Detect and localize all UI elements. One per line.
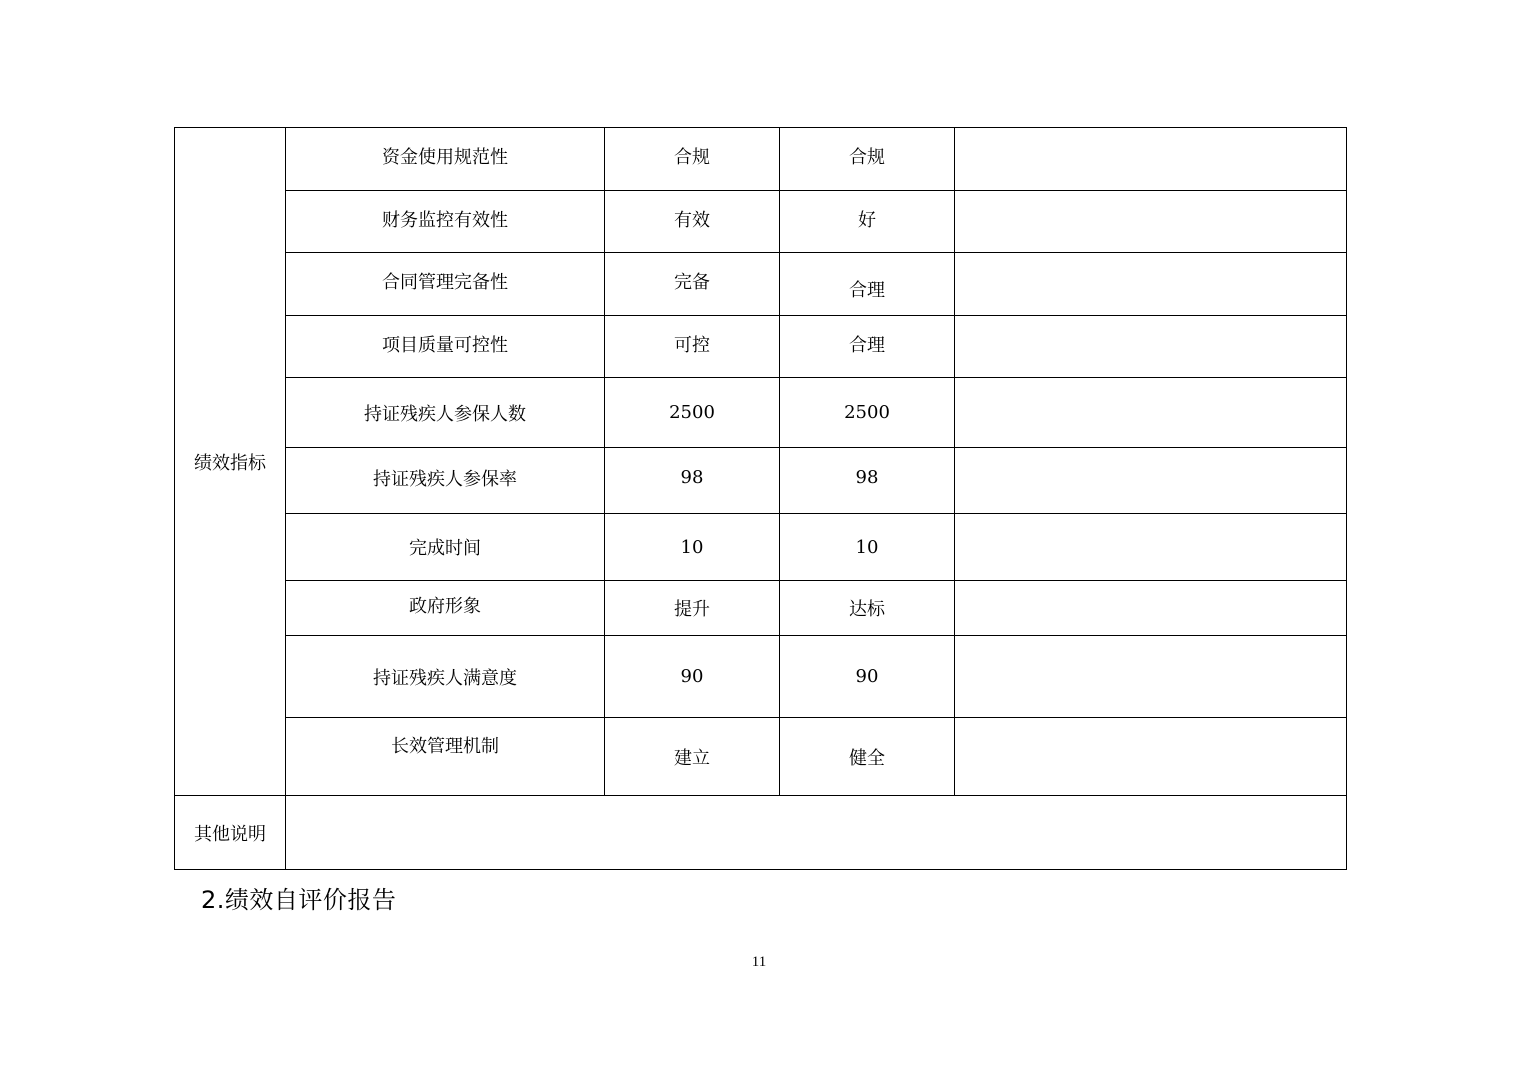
table-row: [175, 191, 1347, 253]
other-notes-label-cell: [175, 796, 286, 870]
performance-indicator-table: [174, 127, 1347, 870]
indicator-cell: 完成时间: [286, 514, 605, 581]
category-cell: [175, 128, 286, 796]
table-row: [175, 581, 1347, 636]
table-row: [175, 448, 1347, 514]
actual-value-cell: 合理: [780, 316, 955, 378]
category-label: 绩效指标: [194, 452, 266, 474]
actual-value-cell: 好: [780, 191, 955, 253]
actual-value-cell: 10: [780, 514, 955, 581]
plan-value-cell: 有效: [605, 191, 780, 253]
table-row-other: [175, 796, 1347, 870]
other-notes-label: 其他说明: [194, 823, 266, 845]
note-cell: [955, 128, 1347, 191]
plan-value-cell: 98: [605, 448, 780, 514]
plan-value-cell: 提升: [605, 581, 780, 636]
indicator-cell: 合同管理完备性: [286, 253, 605, 316]
indicator-cell: 持证残疾人参保率: [286, 448, 605, 514]
note-cell: [955, 718, 1347, 796]
note-cell: [955, 191, 1347, 253]
table-row: [175, 378, 1347, 448]
actual-value-cell: 合规: [780, 128, 955, 191]
actual-value-cell: 98: [780, 448, 955, 514]
indicator-cell: 政府形象: [286, 581, 605, 636]
plan-value-cell: 90: [605, 636, 780, 718]
indicator-cell: 长效管理机制: [286, 718, 605, 796]
page-number: 11: [751, 954, 767, 970]
plan-value-cell: 10: [605, 514, 780, 581]
note-cell: [955, 253, 1347, 316]
note-cell: [955, 316, 1347, 378]
other-notes-value-cell: [286, 796, 1347, 870]
indicator-cell: 持证残疾人参保人数: [286, 378, 605, 448]
actual-value-cell: 合理: [780, 253, 955, 316]
indicator-cell: 资金使用规范性: [286, 128, 605, 191]
plan-value-cell: 2500: [605, 378, 780, 448]
note-cell: [955, 581, 1347, 636]
actual-value-cell: 2500: [780, 378, 955, 448]
indicator-cell: 持证残疾人满意度: [286, 636, 605, 718]
indicator-cell: 项目质量可控性: [286, 316, 605, 378]
note-cell: [955, 514, 1347, 581]
section-heading: 2.绩效自评价报告: [201, 886, 397, 914]
table-row: [175, 514, 1347, 581]
table-row: [175, 316, 1347, 378]
table-row: [175, 128, 1347, 191]
table-row: [175, 718, 1347, 796]
plan-value-cell: 合规: [605, 128, 780, 191]
table-row: [175, 253, 1347, 316]
note-cell: [955, 378, 1347, 448]
plan-value-cell: 完备: [605, 253, 780, 316]
actual-value-cell: 健全: [780, 718, 955, 796]
table-row: [175, 636, 1347, 718]
actual-value-cell: 达标: [780, 581, 955, 636]
actual-value-cell: 90: [780, 636, 955, 718]
plan-value-cell: 可控: [605, 316, 780, 378]
plan-value-cell: 建立: [605, 718, 780, 796]
indicator-cell: 财务监控有效性: [286, 191, 605, 253]
note-cell: [955, 636, 1347, 718]
note-cell: [955, 448, 1347, 514]
